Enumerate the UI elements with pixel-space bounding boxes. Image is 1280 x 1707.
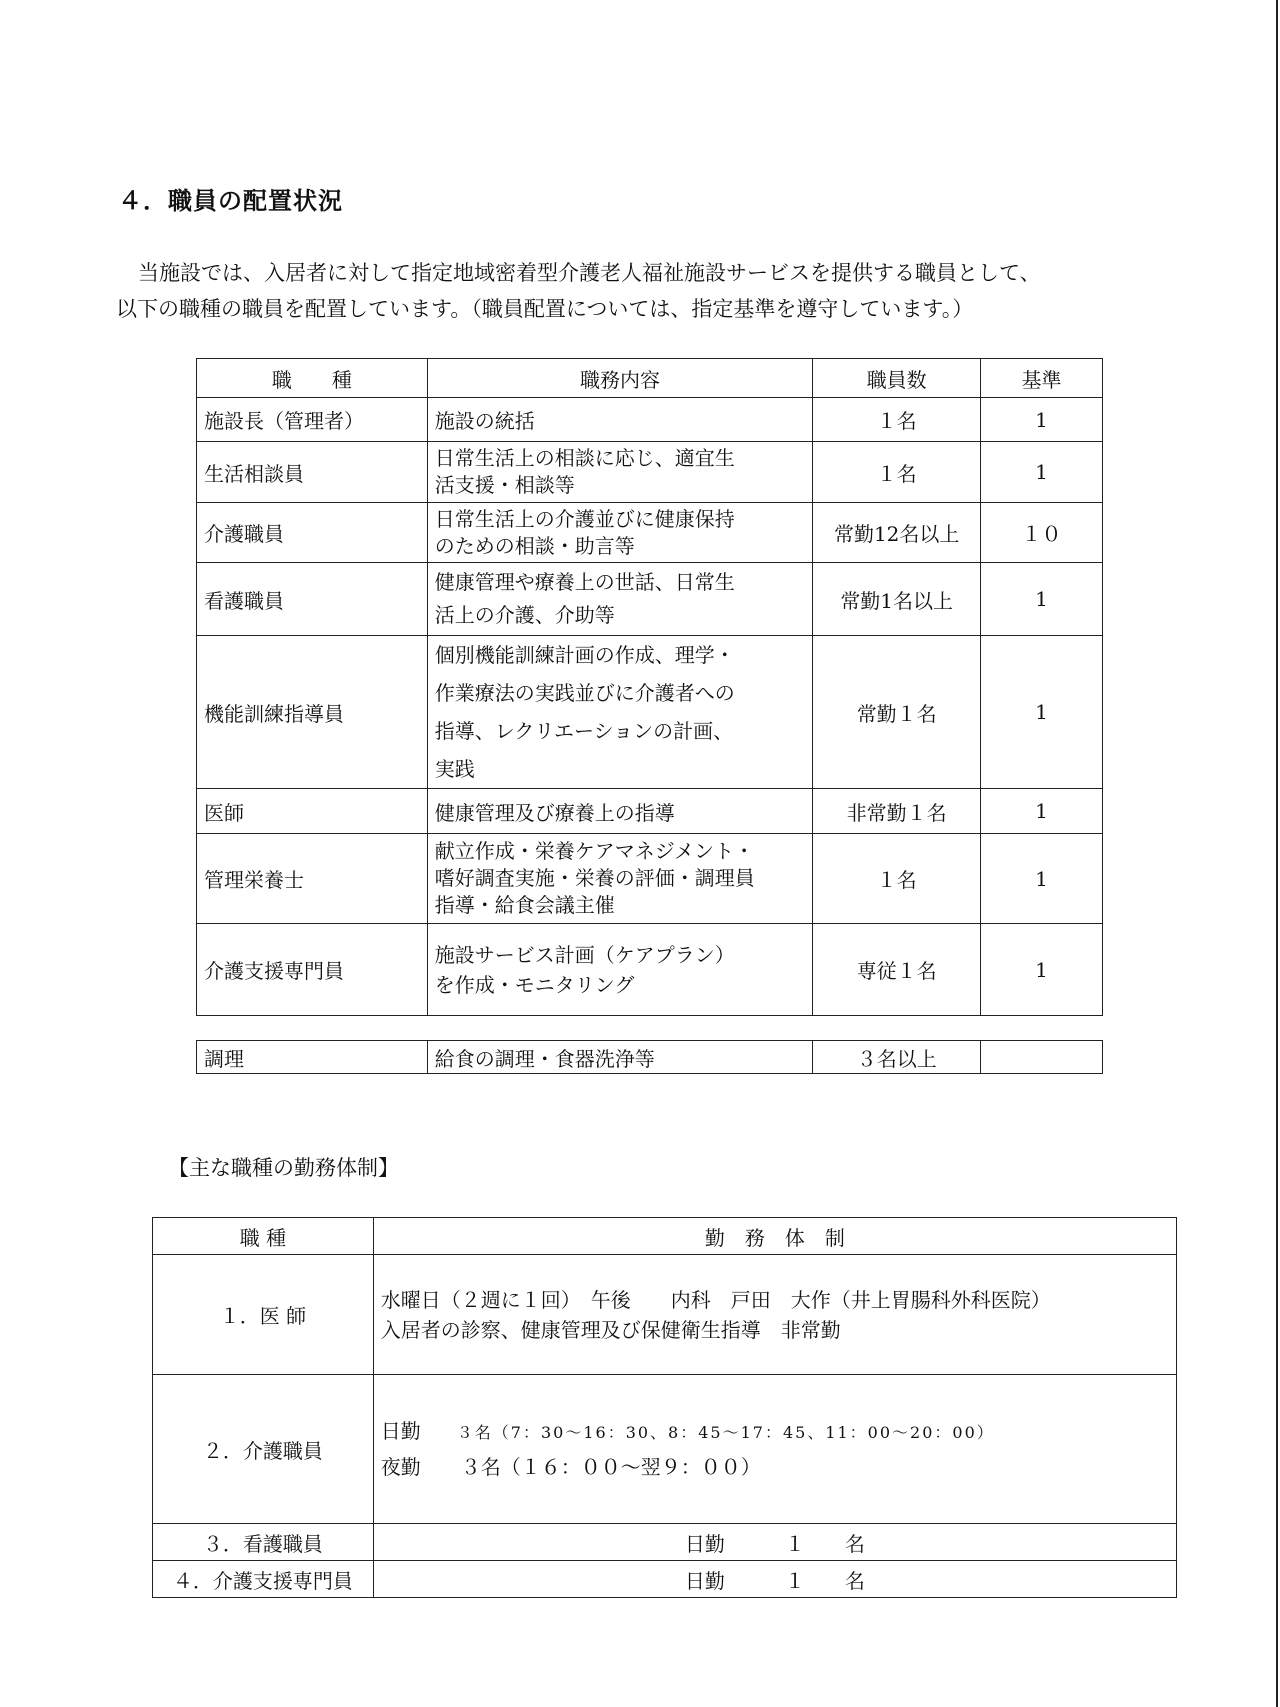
- job-cell: 介護支援専門員: [197, 924, 428, 1016]
- schedule-cell: 日勤 １ 名: [373, 1561, 1176, 1598]
- table-row: [153, 1561, 1177, 1598]
- duty-line: 献立作成・栄養ケアマネジメント・: [434, 839, 755, 863]
- standard-cell: 1: [981, 789, 1103, 834]
- duty-line: 施設の統括: [434, 409, 535, 433]
- job-cell: ３．看護職員: [153, 1524, 374, 1561]
- table-header-row: [153, 1218, 1177, 1255]
- cooking-table: [196, 1040, 1103, 1074]
- job-cell: 看護職員: [197, 563, 428, 636]
- duty-line: 健康管理及び療養上の指導: [434, 800, 675, 825]
- header-standard: 基準: [981, 359, 1103, 398]
- duty-line: 日常生活上の相談に応じ、適宜生: [434, 446, 735, 470]
- duty-line: 活支援・相談等: [434, 473, 575, 497]
- job-cell: 介護職員: [197, 503, 428, 563]
- table-row: [197, 834, 1103, 924]
- table-row: [153, 1524, 1177, 1561]
- duty-line: 活上の介護、介助等: [434, 603, 615, 627]
- duty-line: 健康管理や療養上の世話、日常生: [434, 570, 735, 594]
- count-cell: 常勤１名: [813, 636, 981, 789]
- duty-line: 指導・給食会議主催: [434, 893, 615, 917]
- schedule-cell: 日勤 １ 名: [373, 1524, 1176, 1561]
- duties-cell: [427, 563, 813, 636]
- duties-cell: [427, 636, 813, 789]
- count-cell: 常勤12名以上: [813, 503, 981, 563]
- schedule-cell: [373, 1255, 1176, 1375]
- duty-line: を作成・モニタリング: [434, 972, 635, 997]
- day-shift-detail: ３名（7：30～16：30、8：45～17：45、11：00～20：00）: [420, 1423, 995, 1442]
- duties-cell: [427, 924, 813, 1016]
- duty-line: のための相談・助言等: [434, 533, 635, 558]
- job-cell: 管理栄養士: [197, 834, 428, 924]
- night-shift-detail: ３名（１６：００～翌９：００）: [420, 1455, 761, 1479]
- header-schedule: 勤 務 体 制: [373, 1218, 1176, 1255]
- standard-cell: 1: [981, 636, 1103, 789]
- schedule-table: [152, 1217, 1177, 1598]
- duty-line: 個別機能訓練計画の作成、理学・: [434, 643, 735, 667]
- day-shift-label: 日勤: [380, 1419, 421, 1443]
- duties-cell: [427, 442, 813, 503]
- count-cell: 非常勤１名: [813, 789, 981, 834]
- header-duties: 職務内容: [427, 359, 813, 398]
- table-row: [197, 563, 1103, 636]
- table-row: [197, 789, 1103, 834]
- count-cell: １名: [813, 398, 981, 442]
- table-row: [197, 398, 1103, 442]
- intro-line-1: 当施設では、入居者に対して指定地域密着型介護老人福祉施設サービスを提供する職員として、: [138, 261, 1041, 285]
- staff-table: [196, 358, 1103, 1016]
- duty-line: 実践: [434, 757, 475, 781]
- table-row: [197, 636, 1103, 789]
- job-cell: 調理: [197, 1041, 428, 1074]
- count-cell: １名: [813, 834, 981, 924]
- header-job: 職 種: [197, 359, 428, 398]
- intro-paragraph: [116, 255, 1196, 327]
- duty-line: 作業療法の実践並びに介護者への: [434, 681, 735, 705]
- table-row: [197, 924, 1103, 1016]
- duties-cell: 給食の調理・食器洗浄等: [427, 1041, 813, 1074]
- header-job: 職 種: [153, 1218, 374, 1255]
- schedule-line: 入居者の診察、健康管理及び保健衛生指導 非常勤: [380, 1317, 841, 1342]
- header-count: 職員数: [813, 359, 981, 398]
- table-row: [197, 503, 1103, 563]
- standard-cell: 1: [981, 398, 1103, 442]
- schedule-cell: [373, 1375, 1176, 1524]
- duties-cell: [427, 834, 813, 924]
- table-row: [197, 442, 1103, 503]
- standard-cell: 1: [981, 834, 1103, 924]
- page-edge-line: [1276, 0, 1278, 1707]
- job-cell: ２．介護職員: [153, 1375, 374, 1524]
- job-cell: 医師: [197, 789, 428, 834]
- duties-cell: [427, 503, 813, 563]
- count-cell: 常勤1名以上: [813, 563, 981, 636]
- duties-cell: [427, 398, 813, 442]
- duty-line: 嗜好調査実施・栄養の評価・調理員: [434, 866, 755, 890]
- standard-cell: １０: [981, 503, 1103, 563]
- table-header-row: [197, 359, 1103, 398]
- count-cell: 専従１名: [813, 924, 981, 1016]
- duties-cell: [427, 789, 813, 834]
- table-row: [153, 1375, 1177, 1524]
- schedule-line: [381, 1414, 1169, 1450]
- section2-title: 【主な職種の勤務体制】: [168, 1156, 399, 1180]
- job-cell: 施設長（管理者）: [197, 398, 428, 442]
- job-cell: ４．介護支援専門員: [153, 1561, 374, 1598]
- job-cell: 機能訓練指導員: [197, 636, 428, 789]
- standard-cell: [981, 1041, 1103, 1074]
- schedule-line: 水曜日（２週に１回） 午後 内科 戸田 大作（井上胃腸科外科医院）: [380, 1287, 1051, 1312]
- schedule-line: [381, 1450, 1169, 1484]
- job-cell: １．医 師: [153, 1255, 374, 1375]
- table-row: [153, 1255, 1177, 1375]
- night-shift-label: 夜勤: [380, 1455, 421, 1479]
- count-cell: １名: [813, 442, 981, 503]
- intro-line-2: 以下の職種の職員を配置しています。（職員配置については、指定基準を遵守しています。）: [116, 297, 974, 321]
- standard-cell: 1: [981, 924, 1103, 1016]
- duty-line: 施設サービス計画（ケアプラン）: [434, 942, 735, 967]
- duty-line: 日常生活上の介護並びに健康保持: [434, 506, 735, 531]
- section-heading: ４．職員の配置状況: [118, 186, 343, 215]
- count-cell: ３名以上: [813, 1041, 981, 1074]
- standard-cell: 1: [981, 563, 1103, 636]
- job-cell: 生活相談員: [197, 442, 428, 503]
- standard-cell: 1: [981, 442, 1103, 503]
- table-row: [197, 1041, 1103, 1074]
- duty-line: 指導、レクリエーションの計画、: [434, 719, 734, 743]
